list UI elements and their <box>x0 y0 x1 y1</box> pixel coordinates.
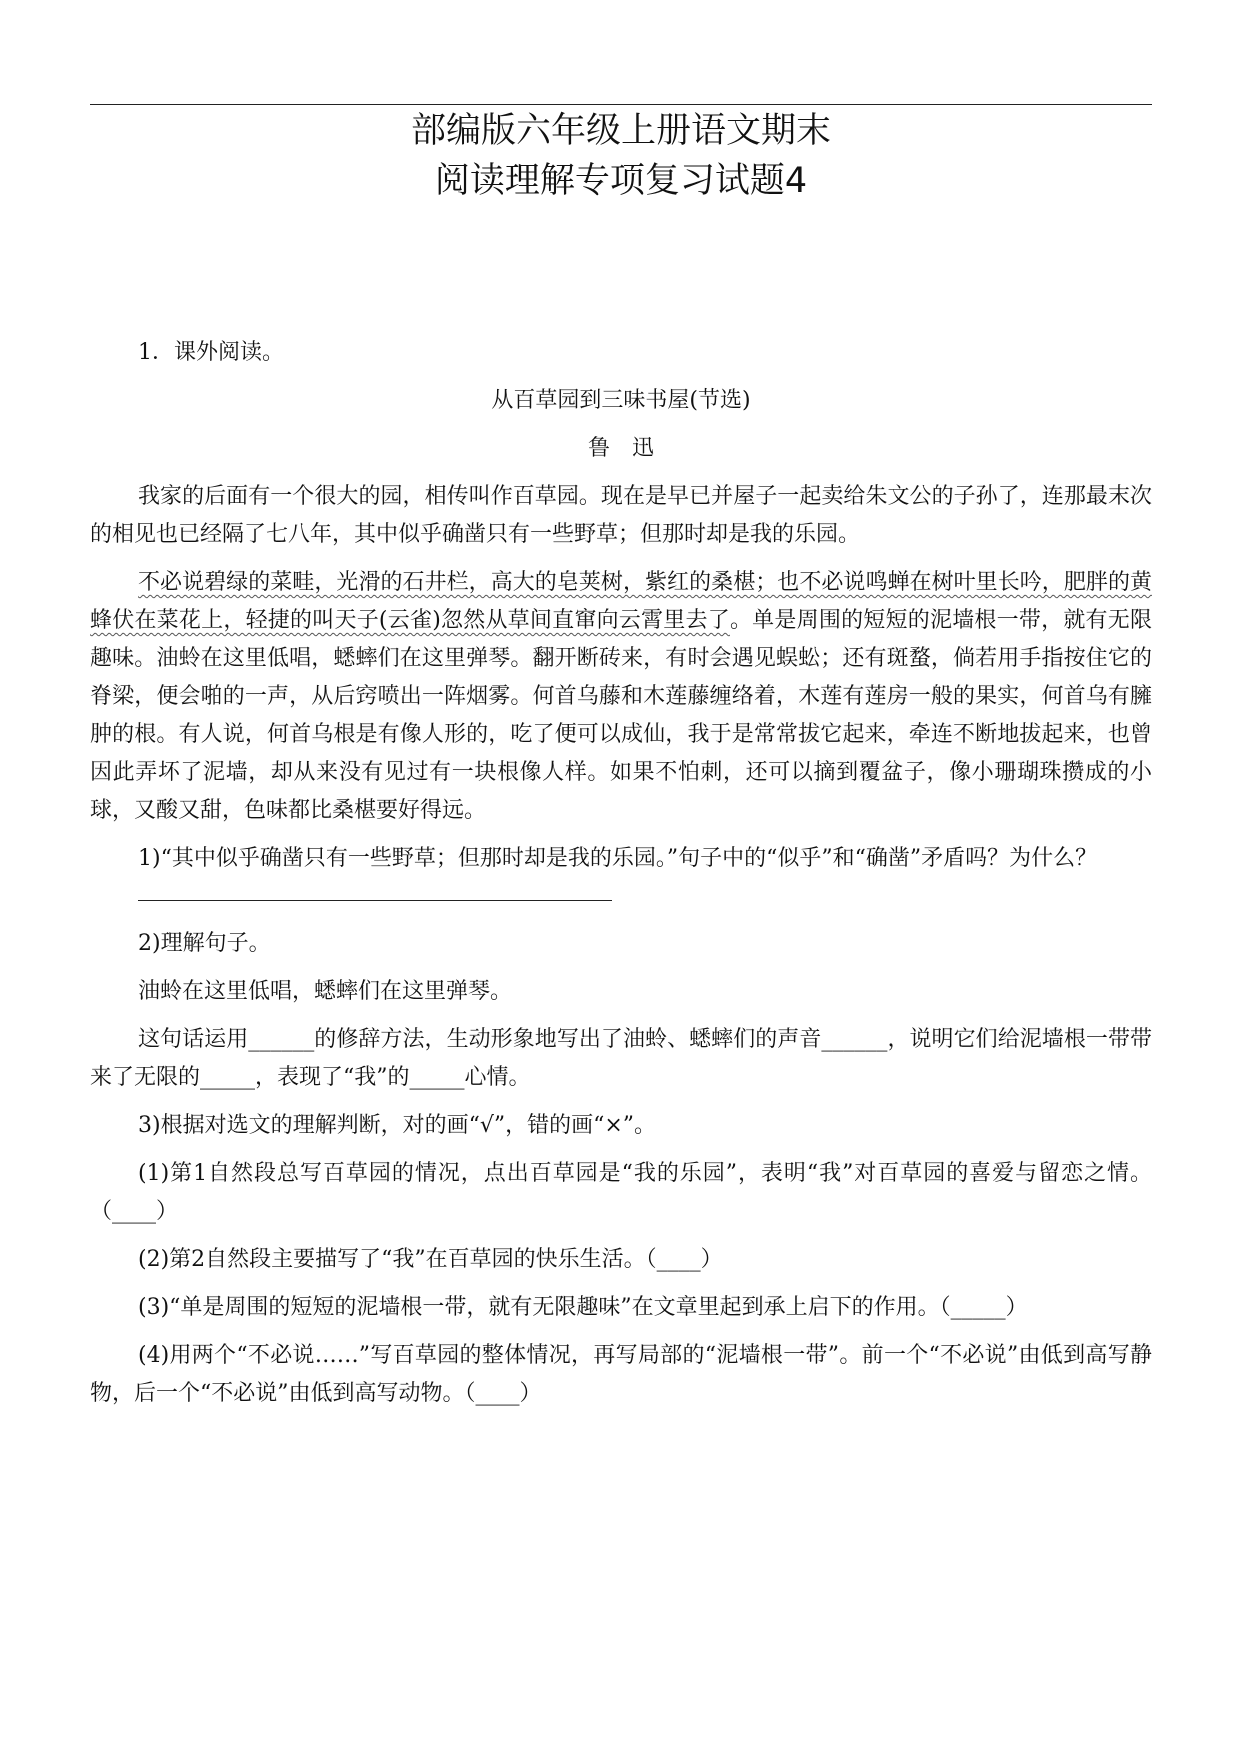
article-paragraph-1: 我家的后面有一个很大的园，相传叫作百草园。现在是早已并屋子一起卖给朱文公的子孙了，连那最末次的相见也已经隔了七八年，其中似乎确凿只有一些野草；但那时却是我的乐园。 <box>90 484 1152 547</box>
article-author: 鲁 迅 <box>587 436 654 461</box>
question-heading: 1．课外阅读。 <box>138 340 284 365</box>
subquestion-2: 2)理解句子。 <box>138 931 271 956</box>
judgement-item-3: (3)“单是周围的短短的泥墙根一带，就有无限趣味”在文章里起到承上启下的作用。（_____） <box>138 1295 1028 1320</box>
subquestion-1: 1)“其中似乎确凿只有一些野草；但那时却是我的乐园。”句子中的“似乎”和“确凿”矛盾吗？为什么？ <box>138 846 1098 871</box>
question-1 <box>90 334 1152 1423</box>
judgement-item-4: (4)用两个“不必说……”写百草园的整体情况，再写局部的“泥墙根一带”。前一个“不必说”由低到高写静物，后一个“不必说”由低到高写动物。（____） <box>90 1343 1152 1406</box>
answer-line[interactable] <box>138 900 612 901</box>
document-title <box>90 106 1152 206</box>
title-line-2: 阅读理解专项复习试题4 <box>434 161 808 201</box>
subquestion-2-fill-blank: 这句话运用______的修辞方法，生动形象地写出了油蛉、蟋蟀们的声音______，说明它们给泥墙根一带带来了无限的_____，表现了“我”的_____心情。 <box>90 1027 1152 1090</box>
subquestion-2-sentence: 油蛉在这里低唱，蟋蟀们在这里弹琴。 <box>138 979 513 1004</box>
paragraph-2-text: 。单是周围的短短的泥墙根一带，就有无限趣味。油蛉在这里低唱，蟋蟀们在这里弹琴。翻开断砖来，有时会遇见蜈蚣；还有斑蝥，倘若用手指按住它的脊梁，便会啪的一声，从后窍喷出一阵烟雾。何首乌藤和木莲藤缠络着，木莲有莲房一般的果实，何首乌有臃肿的根。有人说，何首乌根是有像人形的，吃了便可以成仙，我于是常常拔它起来，牵连不断地拔起来，也曾因此弄坏了泥墙，却从来没有见过有一块根像人样。如果不怕刺，还可以摘到覆盆子，像小珊瑚珠攒成的小球，又酸又甜，色味都比桑椹要好得远。 <box>90 608 1152 823</box>
judgement-item-1: (1)第1自然段总写百草园的情况，点出百草园是“我的乐园”，表明“我”对百草园的喜爱与留恋之情。（____） <box>90 1161 1152 1224</box>
header-rule <box>90 104 1152 105</box>
subquestion-3: 3)根据对选文的理解判断，对的画“√”，错的画“×”。 <box>138 1113 657 1138</box>
title-line-1: 部编版六年级上册语文期末 <box>410 111 831 151</box>
article-title: 从百草园到三味书屋(节选) <box>491 388 751 413</box>
wavy-underlined-text: 不必说碧绿的菜畦，光滑的石井栏，高大的皂荚树，紫红的桑椹；也不必说鸣蝉在树叶里长吟，肥胖的黄蜂伏在菜花上，轻捷的叫天子(云雀)忽然从草间直窜向云霄里去了 <box>90 570 1152 633</box>
judgement-item-2: (2)第2自然段主要描写了“我”在百草园的快乐生活。（____） <box>138 1247 723 1272</box>
article-paragraph-2 <box>90 564 1152 830</box>
